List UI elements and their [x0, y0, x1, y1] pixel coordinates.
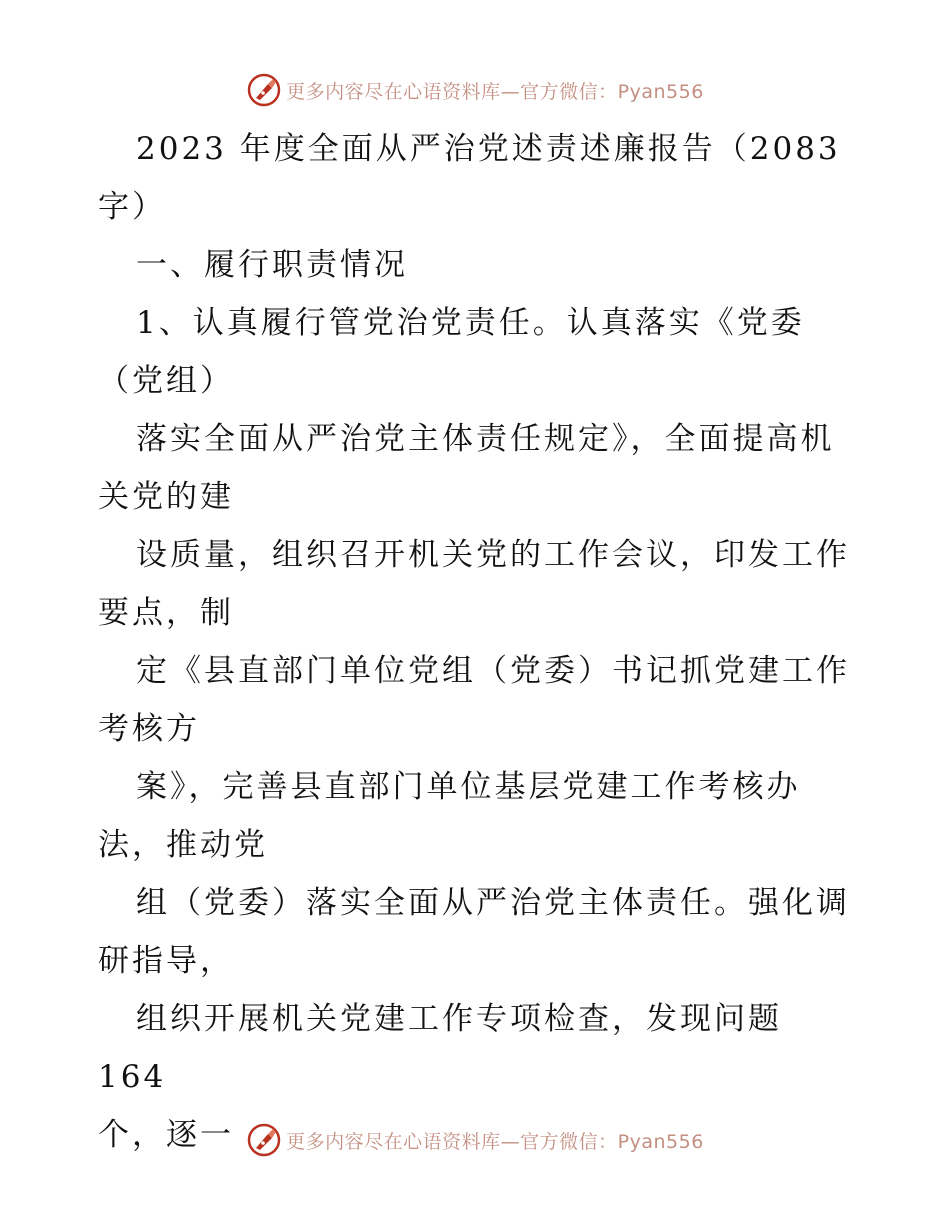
pen-nib-logo-icon	[246, 1122, 282, 1158]
pen-nib-logo-icon	[246, 72, 282, 108]
document-body	[98, 120, 858, 1164]
paragraph-line: 落实全面从严治党主体责任规定》，全面提高机 关党的建	[98, 421, 835, 515]
document-title: 2023 年度全面从严治党述责述廉报告（2083 字）	[98, 131, 841, 225]
paragraph-line: 组织开展机关党建工作专项检查，发现问题 164 个，逐一	[98, 1001, 782, 1153]
paragraph-line: 1、认真履行管党治党责任。认真落实《党委 （党组）	[98, 305, 805, 399]
paragraph-line: 组（党委）落实全面从严治党主体责任。强化调 研指导，	[98, 885, 850, 979]
banner-text: 更多内容尽在心语资料库—官方微信：Pyan556	[286, 1130, 704, 1153]
banner-text: 更多内容尽在心语资料库—官方微信：Pyan556	[286, 80, 704, 103]
footer-banner	[0, 1120, 950, 1160]
header-banner	[0, 70, 950, 110]
paragraph-line: 设质量，组织召开机关党的工作会议，印发工作 要点，制	[98, 537, 850, 631]
section-heading: 一、履行职责情况	[136, 247, 408, 283]
paragraph-line: 案》，完善县直部门单位基层党建工作考核办 法，推动党	[98, 769, 801, 863]
paragraph-line: 定《县直部门单位党组（党委）书记抓党建工作 考核方	[98, 653, 850, 747]
